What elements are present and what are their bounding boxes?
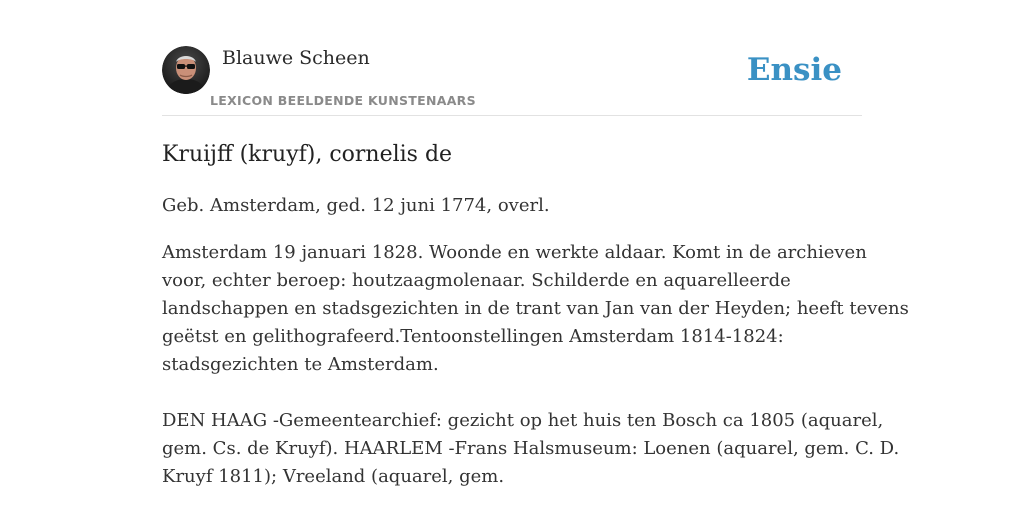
- brand-logo[interactable]: Ensie: [746, 52, 842, 88]
- body-line: stadsgezichten te Amsterdam.: [162, 354, 439, 375]
- body-line: landschappen en stadsgezichten in de trant van Jan van der Heyden; heeft tevens: [162, 298, 909, 319]
- header-divider: [162, 115, 862, 116]
- body-line: geëtst en gelithografeerd.Tentoonstellingen Amsterdam 1814-1824:: [162, 326, 784, 347]
- body-line: voor, echter beroep: houtzaagmolenaar. Schilderde en aquarelleerde: [162, 270, 791, 291]
- paragraph-gap: [162, 379, 866, 407]
- body-line: Kruyf 1811); Vreeland (aquarel, gem.: [162, 466, 505, 487]
- body-line: gem. Cs. de Kruyf). HAARLEM -Frans Halsmuseum: Loenen (aquarel, gem. C. D.: [162, 438, 900, 459]
- body-line: DEN HAAG -Gemeentearchief: gezicht op het huis ten Bosch ca 1805 (aquarel,: [162, 410, 884, 431]
- category-label[interactable]: LEXICON BEELDENDE KUNSTENAARS: [210, 93, 476, 108]
- author-name[interactable]: Blauwe Scheen: [222, 47, 370, 69]
- header: [162, 46, 862, 116]
- body-line: Amsterdam 19 januari 1828. Woonde en werkte aldaar. Komt in de archieven: [162, 242, 867, 263]
- article-intro: Geb. Amsterdam, ged. 12 juni 1774, overl.: [162, 195, 550, 216]
- article-body: [162, 239, 909, 491]
- article-title: Kruijff (kruyf), cornelis de: [162, 142, 453, 167]
- avatar[interactable]: [162, 46, 210, 94]
